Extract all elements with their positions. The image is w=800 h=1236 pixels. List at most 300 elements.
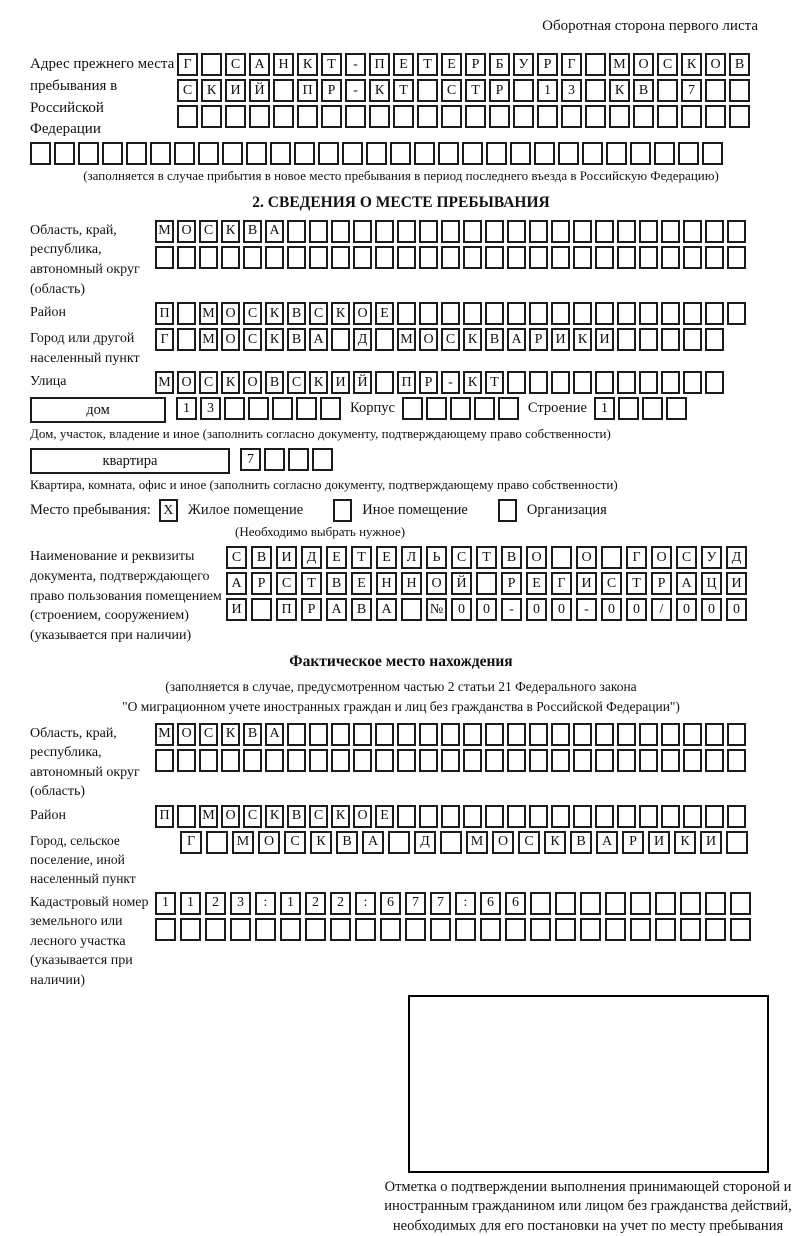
- char-box[interactable]: 6: [480, 892, 501, 915]
- char-box[interactable]: [617, 805, 636, 828]
- char-box[interactable]: 2: [330, 892, 351, 915]
- char-box[interactable]: А: [596, 831, 618, 854]
- char-box[interactable]: [595, 371, 614, 394]
- checkbox-other-premises[interactable]: [333, 499, 352, 522]
- char-box[interactable]: [272, 397, 293, 420]
- char-box[interactable]: [463, 805, 482, 828]
- char-box[interactable]: [730, 892, 751, 915]
- stroenie-cells[interactable]: [594, 397, 687, 420]
- char-box[interactable]: [375, 328, 394, 351]
- char-box[interactable]: [414, 142, 435, 165]
- char-box[interactable]: В: [287, 328, 306, 351]
- char-box[interactable]: А: [326, 598, 347, 621]
- char-box[interactable]: [530, 892, 551, 915]
- char-box[interactable]: 3: [561, 79, 582, 102]
- char-box[interactable]: А: [309, 328, 328, 351]
- char-box[interactable]: 2: [205, 892, 226, 915]
- char-box[interactable]: [309, 246, 328, 269]
- checkbox-residential[interactable]: X: [159, 499, 178, 522]
- char-box[interactable]: В: [251, 546, 272, 569]
- char-box[interactable]: 7: [681, 79, 702, 102]
- char-box[interactable]: [288, 448, 309, 471]
- char-box[interactable]: [287, 723, 306, 746]
- char-box[interactable]: [375, 749, 394, 772]
- char-box[interactable]: В: [501, 546, 522, 569]
- char-box[interactable]: В: [729, 53, 750, 76]
- char-box[interactable]: П: [297, 79, 318, 102]
- char-box[interactable]: [270, 142, 291, 165]
- char-box[interactable]: А: [362, 831, 384, 854]
- char-box[interactable]: [630, 918, 651, 941]
- char-box[interactable]: Т: [321, 53, 342, 76]
- char-box[interactable]: К: [221, 723, 240, 746]
- char-box[interactable]: [353, 723, 372, 746]
- char-box[interactable]: К: [201, 79, 222, 102]
- char-box[interactable]: [273, 105, 294, 128]
- char-box[interactable]: А: [507, 328, 526, 351]
- char-box[interactable]: [573, 749, 592, 772]
- char-box[interactable]: [353, 246, 372, 269]
- char-box[interactable]: [580, 918, 601, 941]
- char-box[interactable]: [617, 723, 636, 746]
- char-box[interactable]: [369, 105, 390, 128]
- char-box[interactable]: [513, 79, 534, 102]
- char-box[interactable]: К: [221, 220, 240, 243]
- char-box[interactable]: П: [397, 371, 416, 394]
- char-box[interactable]: Р: [465, 53, 486, 76]
- char-box[interactable]: [417, 105, 438, 128]
- char-box[interactable]: [580, 892, 601, 915]
- char-box[interactable]: [678, 142, 699, 165]
- char-box[interactable]: [201, 105, 222, 128]
- char-box[interactable]: 0: [451, 598, 472, 621]
- char-box[interactable]: [655, 892, 676, 915]
- char-box[interactable]: 1: [594, 397, 615, 420]
- char-box[interactable]: И: [700, 831, 722, 854]
- char-box[interactable]: [476, 572, 497, 595]
- char-box[interactable]: [342, 142, 363, 165]
- char-box[interactable]: [174, 142, 195, 165]
- char-box[interactable]: [177, 302, 196, 325]
- char-box[interactable]: Е: [441, 53, 462, 76]
- char-box[interactable]: Р: [651, 572, 672, 595]
- char-box[interactable]: [126, 142, 147, 165]
- char-box[interactable]: [561, 105, 582, 128]
- char-box[interactable]: С: [226, 546, 247, 569]
- char-box[interactable]: [558, 142, 579, 165]
- char-box[interactable]: [486, 142, 507, 165]
- char-box[interactable]: О: [353, 805, 372, 828]
- char-box[interactable]: Е: [351, 572, 372, 595]
- char-box[interactable]: Т: [485, 371, 504, 394]
- char-box[interactable]: Д: [726, 546, 747, 569]
- char-box[interactable]: [287, 749, 306, 772]
- char-box[interactable]: -: [441, 371, 460, 394]
- char-box[interactable]: П: [155, 805, 174, 828]
- char-box[interactable]: [727, 220, 746, 243]
- char-box[interactable]: С: [243, 328, 262, 351]
- char-box[interactable]: В: [633, 79, 654, 102]
- char-box[interactable]: Р: [501, 572, 522, 595]
- char-box[interactable]: /: [651, 598, 672, 621]
- char-box[interactable]: [463, 749, 482, 772]
- char-box[interactable]: Н: [376, 572, 397, 595]
- char-box[interactable]: К: [265, 805, 284, 828]
- char-box[interactable]: [639, 371, 658, 394]
- char-box[interactable]: [705, 328, 724, 351]
- char-box[interactable]: С: [284, 831, 306, 854]
- char-box[interactable]: [705, 918, 726, 941]
- char-box[interactable]: О: [221, 328, 240, 351]
- char-box[interactable]: [529, 246, 548, 269]
- char-box[interactable]: Т: [465, 79, 486, 102]
- char-box[interactable]: [318, 142, 339, 165]
- char-box[interactable]: [312, 448, 333, 471]
- document-row-1[interactable]: [226, 546, 747, 569]
- cadastral-row-2[interactable]: [155, 918, 751, 941]
- char-box[interactable]: [177, 105, 198, 128]
- char-box[interactable]: М: [199, 805, 218, 828]
- char-box[interactable]: Р: [529, 328, 548, 351]
- char-box[interactable]: [726, 831, 748, 854]
- char-box[interactable]: Р: [489, 79, 510, 102]
- char-box[interactable]: [345, 105, 366, 128]
- char-box[interactable]: [221, 749, 240, 772]
- char-box[interactable]: [402, 397, 423, 420]
- char-box[interactable]: [463, 246, 482, 269]
- document-row-3[interactable]: [226, 598, 747, 621]
- char-box[interactable]: [617, 246, 636, 269]
- char-box[interactable]: [727, 723, 746, 746]
- char-box[interactable]: Р: [321, 79, 342, 102]
- char-box[interactable]: Е: [375, 302, 394, 325]
- char-box[interactable]: Д: [353, 328, 372, 351]
- char-box[interactable]: [405, 918, 426, 941]
- char-box[interactable]: 7: [430, 892, 451, 915]
- char-box[interactable]: [585, 79, 606, 102]
- char-box[interactable]: [507, 805, 526, 828]
- char-box[interactable]: [243, 749, 262, 772]
- char-box[interactable]: [529, 220, 548, 243]
- char-box[interactable]: Т: [417, 53, 438, 76]
- fact-district-row[interactable]: [155, 805, 746, 828]
- char-box[interactable]: [683, 371, 702, 394]
- char-box[interactable]: [309, 723, 328, 746]
- char-box[interactable]: [294, 142, 315, 165]
- char-box[interactable]: [639, 220, 658, 243]
- char-box[interactable]: 6: [380, 892, 401, 915]
- char-box[interactable]: [617, 328, 636, 351]
- char-box[interactable]: [331, 723, 350, 746]
- char-box[interactable]: Е: [326, 546, 347, 569]
- char-box[interactable]: О: [526, 546, 547, 569]
- char-box[interactable]: И: [648, 831, 670, 854]
- char-box[interactable]: [419, 220, 438, 243]
- char-box[interactable]: Т: [301, 572, 322, 595]
- char-box[interactable]: [287, 246, 306, 269]
- street-row[interactable]: [155, 371, 724, 394]
- char-box[interactable]: С: [441, 328, 460, 351]
- char-box[interactable]: [573, 246, 592, 269]
- char-box[interactable]: [265, 749, 284, 772]
- char-box[interactable]: [199, 246, 218, 269]
- char-box[interactable]: [683, 220, 702, 243]
- char-box[interactable]: С: [225, 53, 246, 76]
- char-box[interactable]: [222, 142, 243, 165]
- char-box[interactable]: 1: [155, 892, 176, 915]
- char-box[interactable]: О: [221, 805, 240, 828]
- char-box[interactable]: [551, 246, 570, 269]
- char-box[interactable]: [280, 918, 301, 941]
- char-box[interactable]: [450, 397, 471, 420]
- char-box[interactable]: [729, 79, 750, 102]
- fact-city-row[interactable]: [180, 831, 748, 889]
- char-box[interactable]: [331, 749, 350, 772]
- char-box[interactable]: В: [351, 598, 372, 621]
- char-box[interactable]: [595, 805, 614, 828]
- char-box[interactable]: [419, 246, 438, 269]
- house-number-cells[interactable]: [176, 397, 341, 420]
- char-box[interactable]: [463, 220, 482, 243]
- char-box[interactable]: 0: [476, 598, 497, 621]
- char-box[interactable]: Е: [526, 572, 547, 595]
- char-box[interactable]: [705, 805, 724, 828]
- char-box[interactable]: К: [369, 79, 390, 102]
- char-box[interactable]: [705, 79, 726, 102]
- char-box[interactable]: [441, 723, 460, 746]
- char-box[interactable]: У: [513, 53, 534, 76]
- char-box[interactable]: [705, 105, 726, 128]
- char-box[interactable]: С: [309, 302, 328, 325]
- char-box[interactable]: [375, 371, 394, 394]
- char-box[interactable]: О: [258, 831, 280, 854]
- city-row[interactable]: [155, 328, 724, 368]
- char-box[interactable]: О: [705, 53, 726, 76]
- char-box[interactable]: [465, 105, 486, 128]
- char-box[interactable]: [683, 328, 702, 351]
- char-box[interactable]: [353, 749, 372, 772]
- char-box[interactable]: [585, 105, 606, 128]
- char-box[interactable]: 7: [240, 448, 261, 471]
- char-box[interactable]: [639, 723, 658, 746]
- char-box[interactable]: [397, 805, 416, 828]
- char-box[interactable]: [177, 328, 196, 351]
- char-box[interactable]: [513, 105, 534, 128]
- char-box[interactable]: К: [463, 328, 482, 351]
- char-box[interactable]: [177, 805, 196, 828]
- char-box[interactable]: [639, 246, 658, 269]
- char-box[interactable]: [463, 302, 482, 325]
- char-box[interactable]: [393, 105, 414, 128]
- char-box[interactable]: Р: [537, 53, 558, 76]
- char-box[interactable]: [485, 805, 504, 828]
- char-box[interactable]: [661, 749, 680, 772]
- char-box[interactable]: [639, 328, 658, 351]
- char-box[interactable]: 3: [230, 892, 251, 915]
- char-box[interactable]: Г: [177, 53, 198, 76]
- char-box[interactable]: С: [199, 371, 218, 394]
- char-box[interactable]: [551, 805, 570, 828]
- char-box[interactable]: [296, 397, 317, 420]
- char-box[interactable]: [230, 918, 251, 941]
- char-box[interactable]: [617, 220, 636, 243]
- char-box[interactable]: [366, 142, 387, 165]
- district-row[interactable]: [155, 302, 746, 325]
- char-box[interactable]: [305, 918, 326, 941]
- char-box[interactable]: [273, 79, 294, 102]
- char-box[interactable]: Г: [561, 53, 582, 76]
- char-box[interactable]: [397, 302, 416, 325]
- char-box[interactable]: Р: [622, 831, 644, 854]
- char-box[interactable]: [265, 246, 284, 269]
- char-box[interactable]: [505, 918, 526, 941]
- cadastral-row-1[interactable]: [155, 892, 751, 915]
- char-box[interactable]: [705, 220, 724, 243]
- char-box[interactable]: [353, 220, 372, 243]
- char-box[interactable]: С: [518, 831, 540, 854]
- char-box[interactable]: С: [243, 302, 262, 325]
- char-box[interactable]: [489, 105, 510, 128]
- char-box[interactable]: [530, 918, 551, 941]
- char-box[interactable]: М: [232, 831, 254, 854]
- char-box[interactable]: М: [397, 328, 416, 351]
- char-box[interactable]: О: [576, 546, 597, 569]
- char-box[interactable]: [441, 105, 462, 128]
- char-box[interactable]: [199, 749, 218, 772]
- char-box[interactable]: [555, 892, 576, 915]
- char-box[interactable]: [224, 397, 245, 420]
- char-box[interactable]: 0: [551, 598, 572, 621]
- char-box[interactable]: -: [501, 598, 522, 621]
- char-box[interactable]: [617, 302, 636, 325]
- char-box[interactable]: [727, 302, 746, 325]
- char-box[interactable]: [155, 749, 174, 772]
- char-box[interactable]: В: [326, 572, 347, 595]
- char-box[interactable]: В: [485, 328, 504, 351]
- char-box[interactable]: К: [265, 302, 284, 325]
- char-box[interactable]: [264, 448, 285, 471]
- char-box[interactable]: [595, 723, 614, 746]
- prev-address-row-1[interactable]: [177, 53, 750, 76]
- char-box[interactable]: С: [601, 572, 622, 595]
- char-box[interactable]: С: [276, 572, 297, 595]
- char-box[interactable]: [595, 749, 614, 772]
- char-box[interactable]: К: [544, 831, 566, 854]
- char-box[interactable]: [320, 397, 341, 420]
- char-box[interactable]: И: [595, 328, 614, 351]
- char-box[interactable]: [426, 397, 447, 420]
- char-box[interactable]: [705, 302, 724, 325]
- char-box[interactable]: [397, 246, 416, 269]
- char-box[interactable]: [529, 723, 548, 746]
- char-box[interactable]: Б: [489, 53, 510, 76]
- document-row-2[interactable]: [226, 572, 747, 595]
- char-box[interactable]: И: [331, 371, 350, 394]
- char-box[interactable]: 7: [405, 892, 426, 915]
- char-box[interactable]: М: [155, 220, 174, 243]
- char-box[interactable]: [150, 142, 171, 165]
- char-box[interactable]: Н: [401, 572, 422, 595]
- apartment-cells[interactable]: [240, 448, 333, 471]
- char-box[interactable]: А: [249, 53, 270, 76]
- char-box[interactable]: С: [199, 220, 218, 243]
- char-box[interactable]: -: [576, 598, 597, 621]
- char-box[interactable]: [480, 918, 501, 941]
- char-box[interactable]: [485, 246, 504, 269]
- char-box[interactable]: [397, 749, 416, 772]
- char-box[interactable]: [609, 105, 630, 128]
- char-box[interactable]: 2: [305, 892, 326, 915]
- char-box[interactable]: 0: [526, 598, 547, 621]
- char-box[interactable]: [681, 105, 702, 128]
- char-box[interactable]: [441, 246, 460, 269]
- char-box[interactable]: [419, 723, 438, 746]
- fact-region-row-2[interactable]: [155, 749, 746, 772]
- char-box[interactable]: [705, 892, 726, 915]
- korpus-cells[interactable]: [402, 397, 519, 420]
- char-box[interactable]: [727, 749, 746, 772]
- char-box[interactable]: [657, 79, 678, 102]
- char-box[interactable]: [655, 918, 676, 941]
- char-box[interactable]: Д: [301, 546, 322, 569]
- char-box[interactable]: А: [226, 572, 247, 595]
- char-box[interactable]: [507, 371, 526, 394]
- char-box[interactable]: [438, 142, 459, 165]
- char-box[interactable]: 1: [180, 892, 201, 915]
- char-box[interactable]: [666, 397, 687, 420]
- char-box[interactable]: [702, 142, 723, 165]
- char-box[interactable]: [485, 723, 504, 746]
- char-box[interactable]: [397, 723, 416, 746]
- char-box[interactable]: 0: [626, 598, 647, 621]
- char-box[interactable]: К: [681, 53, 702, 76]
- char-box[interactable]: [573, 371, 592, 394]
- prev-address-row-3[interactable]: [177, 105, 750, 128]
- char-box[interactable]: [529, 805, 548, 828]
- char-box[interactable]: Р: [301, 598, 322, 621]
- char-box[interactable]: [331, 328, 350, 351]
- char-box[interactable]: Т: [393, 79, 414, 102]
- char-box[interactable]: [605, 892, 626, 915]
- char-box[interactable]: С: [657, 53, 678, 76]
- char-box[interactable]: [630, 892, 651, 915]
- char-box[interactable]: Ц: [701, 572, 722, 595]
- char-box[interactable]: В: [243, 723, 262, 746]
- char-box[interactable]: [657, 105, 678, 128]
- char-box[interactable]: И: [551, 328, 570, 351]
- char-box[interactable]: К: [265, 328, 284, 351]
- char-box[interactable]: 0: [701, 598, 722, 621]
- char-box[interactable]: 1: [280, 892, 301, 915]
- char-box[interactable]: [485, 220, 504, 243]
- char-box[interactable]: [551, 546, 572, 569]
- char-box[interactable]: [248, 397, 269, 420]
- char-box[interactable]: [551, 220, 570, 243]
- char-box[interactable]: [661, 723, 680, 746]
- char-box[interactable]: -: [345, 53, 366, 76]
- char-box[interactable]: С: [309, 805, 328, 828]
- char-box[interactable]: К: [331, 302, 350, 325]
- char-box[interactable]: [206, 831, 228, 854]
- char-box[interactable]: К: [463, 371, 482, 394]
- char-box[interactable]: -: [345, 79, 366, 102]
- char-box[interactable]: [605, 918, 626, 941]
- char-box[interactable]: О: [221, 302, 240, 325]
- char-box[interactable]: [474, 397, 495, 420]
- char-box[interactable]: [573, 220, 592, 243]
- char-box[interactable]: С: [441, 79, 462, 102]
- char-box[interactable]: Е: [375, 805, 394, 828]
